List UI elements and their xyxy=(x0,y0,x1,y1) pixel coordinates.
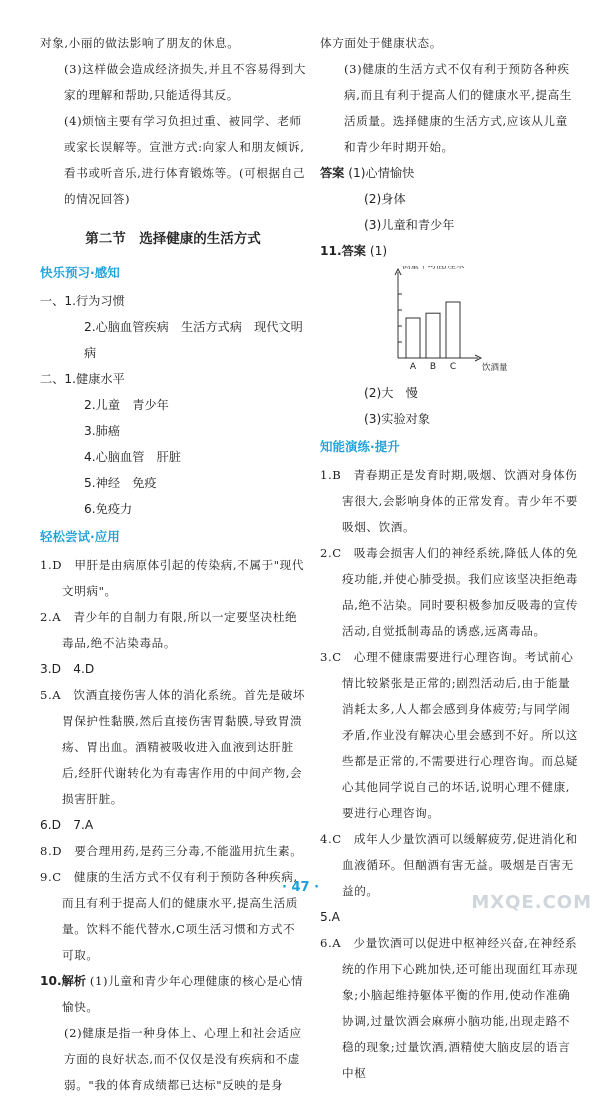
answer-line: 4.心脑血管 肝脏 xyxy=(84,450,181,464)
x-tick-label: B xyxy=(429,362,437,372)
answer-line: 2.心脑血管疾病 生活方式病 现代文明病 xyxy=(84,320,303,360)
bar-a xyxy=(406,318,420,358)
question-answer: 3.D 4.D xyxy=(40,662,95,676)
intro-line-2: (3)这样做会造成经济损失,并且不容易得到大家的理解和帮助,只能适得其反。 xyxy=(64,62,306,102)
question-answer: 6.A 少量饮酒可以促进中枢神经兴奋,在神经系统的作用下心跳加快,还可能出现面红耳赤现象;小脑起维持躯体平衡的作用,使动作准确协调,过量饮酒会麻痹小脑功能,出现走路不稳的现象;过量饮酒,酒精使大脑皮层的语言中枢 xyxy=(320,936,578,1080)
question-answer: 4.C 成年人少量饮酒可以缓解疲劳,促进消化和血液循环。但酗酒有害无益。吸烟是百害无益的。 xyxy=(320,832,578,898)
question-answer: 1.B 青春期正是发育时期,吸烟、饮酒对身体伤害很大,会影响身体的正常发育。青少年不要吸烟、饮酒。 xyxy=(320,468,578,534)
answer-text: (1) xyxy=(369,244,388,258)
answer-text: (1)心情愉快 xyxy=(348,166,415,180)
answer-line: 一、1.行为习惯 xyxy=(40,294,125,308)
question-answer: 5.A xyxy=(320,910,340,924)
answer-text: (3)实验对象 xyxy=(364,412,431,426)
y-axis-label: 测量平均值/厘米 xyxy=(402,266,465,271)
x-tick-label: C xyxy=(449,362,457,372)
question-answer: 8.D 要合理用药,是药三分毒,不能滥用抗生素。 xyxy=(40,844,303,858)
answer-text: (2)身体 xyxy=(364,192,406,206)
question-answer: 2.C 吸毒会损害人们的神经系统,降低人体的免疫功能,并使心肺受损。我们应该坚决拒绝毒品,绝不沾染。同时要积极参加反吸毒的宣传活动,自觉抵制毒品的诱惑,远离毒品。 xyxy=(320,546,578,638)
question-answer: 3.C 心理不健康需要进行心理咨询。考试前心情比较紧张是正常的;剧烈活动后,由于能量消耗太多,人人都会感到身体疲劳;与同学闹矛盾,作业没有解决心里会感到不好。所以这些都是正常的,不需要进行心理咨询。而总疑心其他同学说自己的坏话,说明心理不健康,要进行心理咨询。 xyxy=(320,650,578,820)
question-answer: 6.D 7.A xyxy=(40,818,94,832)
intro-line-1: 对象,小丽的做法影响了朋友的休息。 xyxy=(40,36,240,50)
question-answer xyxy=(40,968,306,1020)
section-header-practice: 知能演练·提升 xyxy=(320,439,400,454)
watermark: MXQE.COM xyxy=(471,892,592,913)
bar-c xyxy=(446,302,460,358)
analysis-text: (2)健康是指一种身体上、心理上和社会适应方面的良好状态,而不仅仅是没有疾病和不虚弱。"我的体育成绩都已达标"反映的是身 xyxy=(64,1026,302,1092)
answer-block xyxy=(320,160,578,186)
analysis-label: 10.解析 xyxy=(40,974,86,988)
right-column xyxy=(320,30,578,1086)
left-column xyxy=(40,30,306,1098)
answer-line: 3.肺癌 xyxy=(84,424,121,438)
answer-line: 2.儿童 青少年 xyxy=(84,398,169,412)
analysis-text: 体方面处于健康状态。 xyxy=(320,36,442,50)
section-title: 第二节 选择健康的生活方式 xyxy=(85,231,261,247)
page-number: · 47 · xyxy=(282,880,320,895)
analysis-text: (3)健康的生活方式不仅有利于预防各种疾病,而且有利于提高人们的健康水平,提高生活质量。选择健康的生活方式,应该从儿童和青少年时期开始。 xyxy=(344,62,573,154)
question-answer: 1.D 甲肝是由病原体引起的传染病,不属于"现代文明病"。 xyxy=(40,558,305,598)
bar-b xyxy=(426,313,440,358)
question-answer: 2.A 青少年的自制力有限,所以一定要坚决杜绝毒品,绝不沾染毒品。 xyxy=(40,610,298,650)
intro-line-3: (4)烦恼主要有学习负担过重、被同学、老师或家长误解等。宣泄方式:向家人和朋友倾诉,看书或听音乐,进行体育锻炼等。(可根据自己的情况回答) xyxy=(64,114,306,206)
analysis-text: (1)儿童和青少年心理健康的核心是心情愉快。 xyxy=(62,974,304,1014)
section-header-preview: 快乐预习·感知 xyxy=(40,265,120,280)
answer-text: (2)大 慢 xyxy=(364,386,418,400)
question-answer: 9.C 健康的生活方式不仅有利于预防各种疾病,而且有利于提高人们的健康水平,提高生活质量。饮料不能代替水,C项生活习惯和方式不可取。 xyxy=(40,870,298,962)
bar-chart-svg xyxy=(380,266,530,376)
answer-label: 11.答案 xyxy=(320,244,366,258)
question-answer: 5.A 饮酒直接伤害人体的消化系统。首先是破坏胃保护性黏膜,然后直接伤害胃黏膜,导致胃溃疡、胃出血。酒精被吸收进入血液到达肝脏后,经肝代谢转化为有毒害作用的中间产物,会损害肝脏。 xyxy=(40,688,306,806)
answer-block xyxy=(320,238,578,264)
x-axis-label: 饮酒量 xyxy=(482,363,508,373)
x-tick-label: A xyxy=(409,362,417,372)
bar-chart xyxy=(380,266,530,376)
answer-line: 二、1.健康水平 xyxy=(40,372,125,386)
answer-line: 6.免疫力 xyxy=(84,502,133,516)
section-header-try: 轻松尝试·应用 xyxy=(40,529,120,544)
answer-label: 答案 xyxy=(320,166,345,180)
answer-text: (3)儿童和青少年 xyxy=(364,218,455,232)
answer-line: 5.神经 免疫 xyxy=(84,476,157,490)
